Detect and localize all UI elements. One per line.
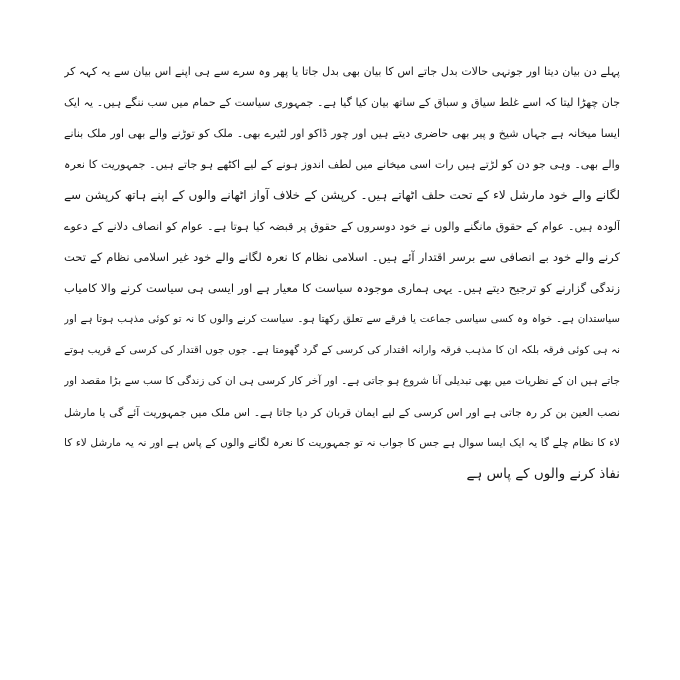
text-line-1: پہلے دن بیان دیتا اور جونہی حالات بدل جاتے اس کا بیان بھی بدل جاتا یا پھر وہ سرے سے ہی اپنے اس بیان سے یہ کہہ کر <box>64 65 620 78</box>
urdu-paragraph <box>64 56 620 490</box>
text-line-8: زندگی گزارنے کو ترجیح دیتے ہیں۔ یہی ہماری موجودہ سیاست کا معیار ہے اور ایسی ہی سیاست کرنے والا کامیاب <box>64 281 620 295</box>
text-line-14: نفاذ کرنے والوں کے پاس ہے <box>466 466 620 482</box>
text-line-2: جان چھڑا لیتا کہ اسے غلط سیاق و سباق کے ساتھ بیان کیا گیا ہے۔ جمہوری سیاست کے حمام میں سب ننگے ہیں۔ یہ ایک <box>64 96 620 109</box>
text-line-9: سیاستدان ہے۔ خواہ وہ کسی سیاسی جماعت یا فرقے سے تعلق رکھتا ہو۔ سیاست کرنے والوں کا نہ تو کوئی مذہب ہوتا ہے اور <box>64 313 620 325</box>
text-line-12: نصب العین بن کر رہ جاتی ہے اور اس کرسی کے لیے ایمان قربان کر دیا جاتا ہے۔ اس ملک میں جمہوریت آئے گی یا مارشل <box>64 406 620 419</box>
text-line-4: والے بھی۔ وہی جو دن کو لڑتے ہیں رات اسی میخانے میں لطف اندوز ہونے کے لیے اکٹھے ہو جاتے ہیں۔ جمہوریت کا نعرہ <box>64 158 620 171</box>
text-line-3: ایسا میخانہ ہے جہاں شیخ و پیر بھی حاضری دیتے ہیں اور چور ڈاکو اور لٹیرے بھی۔ ملک کو توڑنے والے بھی اور ملک بنانے <box>64 127 620 140</box>
text-line-10: نہ ہی کوئی فرقہ بلکہ ان کا مذہب فرقہ وارانہ اقتدار کی کرسی کے گرد گھومتا ہے۔ جوں جوں اقتدار کی کرسی کے قریب ہوتے <box>64 344 620 356</box>
text-line-13: لاء کا نظام چلے گا یہ ایک ایسا سوال ہے جس کا جواب نہ تو جمہوریت کا نعرہ لگانے والوں کے پاس ہے اور نہ یہ مارشل لاء کا <box>64 437 620 449</box>
text-line-6: آلودہ ہیں۔ عوام کے حقوق مانگنے والوں نے خود دوسروں کے حقوق پر قبضہ کیا ہوتا ہے۔ عوام کو انصاف دلانے کے دعوے <box>64 220 620 233</box>
text-line-5: لگانے والے خود مارشل لاء کے تحت حلف اٹھاتے ہیں۔ کرپشن کے خلاف آواز اٹھانے والوں کے اپنے ہاتھ کرپشن سے <box>64 188 620 202</box>
text-line-11: جاتے ہیں ان کے نظریات میں بھی تبدیلی آنا شروع ہو جاتی ہے۔ اور آخر کار کرسی ہی ان کی زندگی کا سب سے بڑا مقصد اور <box>64 375 620 387</box>
text-line-7: کرنے والے خود بے انصافی سے برسر اقتدار آئے ہیں۔ اسلامی نظام کا نعرہ لگانے والے خود غیر اسلامی نظام کے تحت <box>64 250 620 264</box>
